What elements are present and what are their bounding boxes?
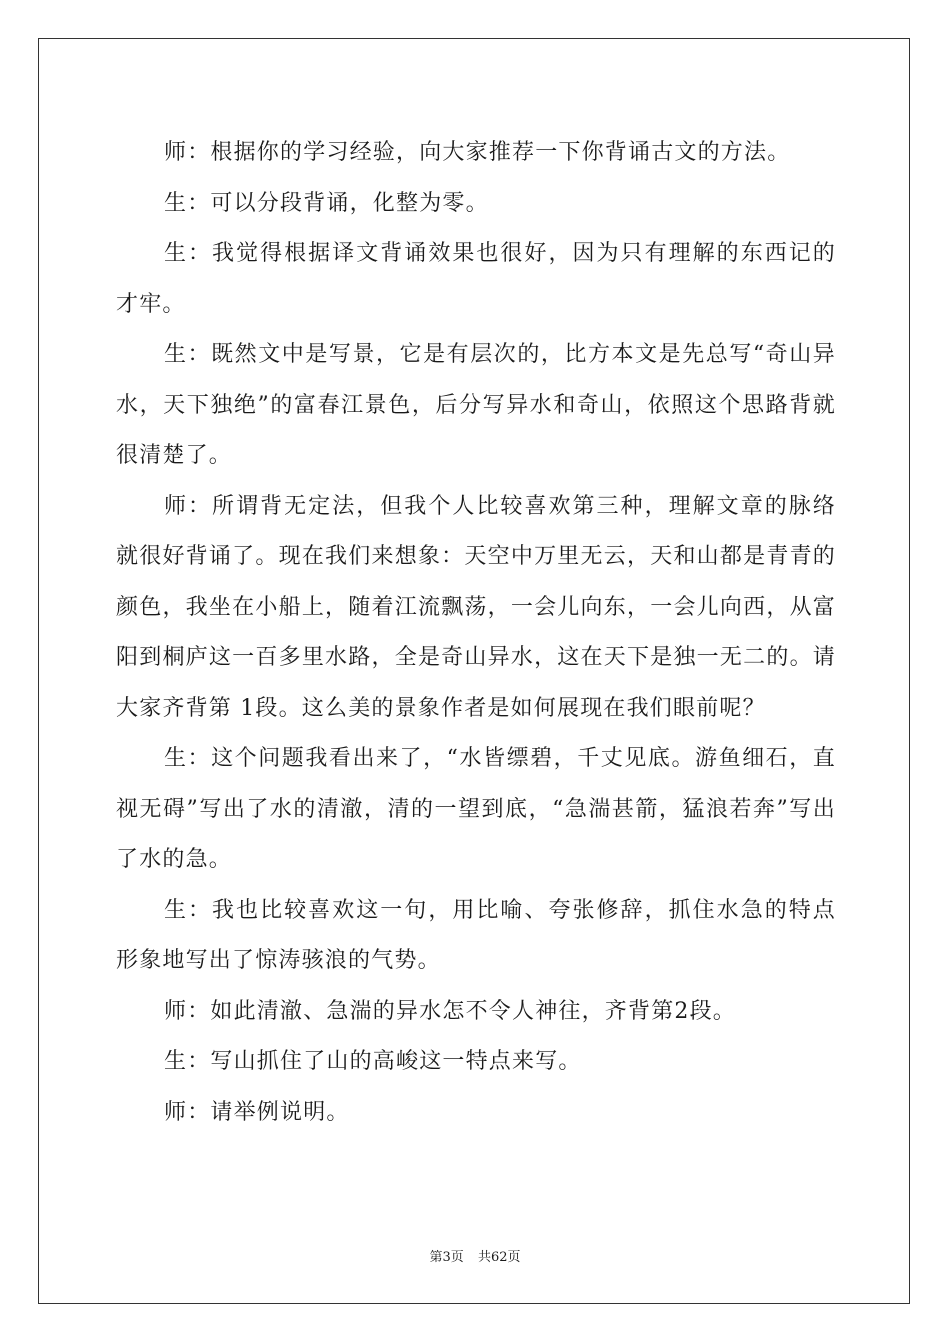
- paragraph: 生：既然文中是写景，它是有层次的，比方本文是先总写“奇山异水，天下独绝”的富春江景色，后分写异水和奇山，依照这个思路背就很清楚了。: [116, 342, 836, 468]
- page-total: 共62页: [477, 1250, 521, 1265]
- page-number: 第3页: [429, 1250, 464, 1265]
- paragraph: 生：写山抓住了山的高峻这一特点来写。: [164, 1049, 582, 1074]
- paragraph: 生：可以分段背诵，化整为零。: [164, 190, 489, 216]
- paragraph: 生：这个问题我看出来了，“水皆缥碧，千丈见底。游鱼细石，直视无碍”写出了水的清澈，清的一望到底，“急湍甚箭，猛浪若奔”写出了水的急。: [116, 746, 836, 872]
- paragraph: 师：根据你的学习经验，向大家推荐一下你背诵古文的方法。: [164, 140, 791, 165]
- paragraph: 师：请举例说明。: [164, 1099, 350, 1125]
- paragraph: 师：所谓背无定法，但我个人比较喜欢第三种，理解文章的脉络就很好背诵了。现在我们来想象：天空中万里无云，天和山都是青青的颜色，我坐在小船上，随着江流飘荡，一会儿向东，一会儿向西，从富阳到桐庐这一百多里水路，全是奇山异水，这在天下是独一无二的。请大家齐背第 1段。这么美的景象作者是如何展现在我们眼前呢？: [116, 493, 836, 721]
- paragraph: 生：我觉得根据译文背诵效果也很好，因为只有理解的东西记的才牢。: [116, 241, 836, 317]
- document-body: [116, 128, 836, 1138]
- page-footer: [0, 1246, 950, 1265]
- paragraph: 师：如此清澈、急湍的异水怎不令人神往，齐背第2段。: [164, 998, 736, 1024]
- paragraph: 生：我也比较喜欢这一句，用比喻、夸张修辞，抓住水急的特点形象地写出了惊涛骇浪的气势。: [116, 897, 836, 973]
